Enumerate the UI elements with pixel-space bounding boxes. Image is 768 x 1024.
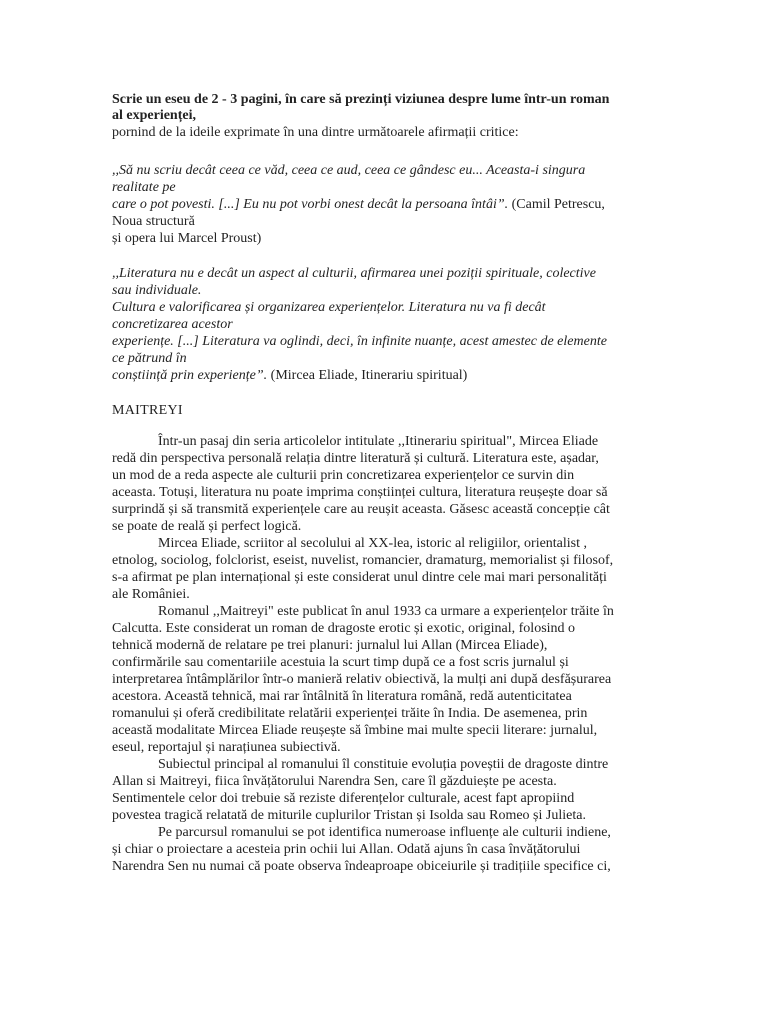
title-line: al experienței, — [112, 108, 196, 123]
paragraph-line: eseul, reportajul și narațiunea subiectivă. — [112, 740, 341, 755]
essay-paragraph — [112, 824, 657, 875]
quote-mircea-eliade — [112, 265, 657, 384]
paragraph-line: s-a afirmat pe plan internațional și este considerat unul dintre cele mai mari personalități — [112, 570, 607, 585]
paragraph-line: Pe parcursul romanului se pot identifica numeroase influențe ale culturii indiene, — [158, 825, 611, 840]
paragraph-line: Narendra Sen nu numai că poate observa îndeaproape obiceiurile și tradițiile specifice ci, — [112, 859, 611, 874]
paragraph-line: Allan si Maitreyi, fiica învățătorului Narendra Sen, care îl găzduiește pe acesta. — [112, 774, 557, 789]
paragraph-line: Într-un pasaj din seria articolelor intitulate ,,Itinerariu spiritual", Mircea Eliade — [158, 434, 599, 449]
paragraph-line: redă din perspectiva personală relația dintre literatură și cultură. Literatura este, așadar, — [112, 451, 599, 466]
paragraph-line: aceasta. Totuși, literatura nu poate imprima conștiinței cultura, literatura reușește doar să — [112, 485, 608, 500]
paragraph-line: acestora. Această tehnică, mai rar întâlnită în literatura română, redă autenticitatea — [112, 689, 572, 704]
quote-line: care o pot povesti. [...] Eu nu pot vorbi onest decât la persoana întâi”. — [112, 197, 509, 212]
title-line: Scrie un eseu de 2 - 3 pagini, în care să prezinți viziunea despre lume într-un roman — [112, 92, 610, 107]
quote-attribution: (Mircea Eliade, Itinerariu spiritual) — [267, 368, 468, 383]
paragraph-line: povestea tragică relatată de miturile cuplurilor Tristan și Isolda sau Romeo și Julieta. — [112, 808, 586, 823]
paragraph-line: se poate de reală și perfect logică. — [112, 519, 302, 534]
paragraph-line: Calcutta. Este considerat un roman de dragoste erotic și exotic, original, folosind o — [112, 621, 576, 636]
paragraph-line: romanului și oferă credibilitate relatării experienței trăite în India. De asemenea, prin — [112, 706, 588, 721]
paragraph-line: tehnică modernă de relatare pe trei planuri: jurnalul lui Allan (Mircea Eliade), — [112, 638, 548, 653]
paragraph-line: această modalitate Mircea Eliade reușește să îmbine mai multe specii literare: jurnalul, — [112, 723, 598, 738]
assignment-title — [112, 92, 657, 124]
essay-paragraph — [112, 433, 657, 535]
paragraph-line: etnolog, sociolog, folclorist, eseist, nuvelist, romancier, dramaturg, memorialist și filosof, — [112, 553, 614, 568]
quote-camil-petrescu — [112, 162, 657, 247]
quote-line: concretizarea acestor — [112, 317, 233, 332]
essay-paragraph — [112, 535, 657, 603]
essay-heading: MAITREYI — [112, 403, 183, 418]
quote-line: realitate pe — [112, 180, 176, 195]
paragraph-line: și chiar o proiectare a acesteia prin ochii lui Allan. Odată ajuns în casa învățătorului — [112, 842, 581, 857]
quote-line: experiențe. [...] Literatura va oglindi, deci, în infinite nuanțe, acest amestec de elemente — [112, 334, 607, 349]
paragraph-line: interpretarea întâmplărilor într-o manieră relativ obiectivă, la mulți ani după desfășurarea — [112, 672, 612, 687]
paragraph-line: un mod de a reda aspecte ale culturii prin concretizarea experiențelor ce survin din — [112, 468, 575, 483]
quote-attribution: și opera lui Marcel Proust) — [112, 231, 262, 246]
essay-paragraph — [112, 756, 657, 824]
paragraph-line: Subiectul principal al romanului îl constituie evoluția poveștii de dragoste dintre — [158, 757, 609, 772]
paragraph-line: surprindă și să transmită experiențele care au reușit aceasta. Găsesc această concepție cât — [112, 502, 610, 517]
essay-body — [112, 433, 657, 875]
paragraph-line: ale României. — [112, 587, 190, 602]
quote-line: ce pătrund în — [112, 351, 187, 366]
essay-paragraph — [112, 603, 657, 756]
quote-line: conștiință prin experiențe”. — [112, 368, 268, 383]
paragraph-line: confirmările sau comentariile acestuia la scurt timp după ce a fost scris jurnalul și — [112, 655, 569, 670]
assignment-subtitle: pornind de la ideile exprimate în una dintre următoarele afirmații critice: — [112, 125, 519, 140]
quote-line: Cultura e valorificarea și organizarea experiențelor. Literatura nu va fi decât — [112, 300, 546, 315]
document-page — [112, 92, 657, 875]
paragraph-line: Mircea Eliade, scriitor al secolului al XX-lea, istoric al religiilor, orientalist , — [158, 536, 588, 551]
quote-line: sau individuale. — [112, 283, 202, 298]
paragraph-line: Sentimentele celor doi trebuie să reziste diferențelor culturale, acest fapt apropiind — [112, 791, 575, 806]
quote-attribution: Noua structură — [112, 214, 195, 229]
quote-line: ,,Să nu scriu decât ceea ce văd, ceea ce aud, ceea ce gândesc eu... Aceasta-i singura — [112, 163, 586, 178]
paragraph-line: Romanul ,,Maitreyi" este publicat în anul 1933 ca urmare a experiențelor trăite în — [158, 604, 614, 619]
quote-attribution: (Camil Petrescu, — [508, 197, 605, 212]
quote-line: ,,Literatura nu e decât un aspect al culturii, afirmarea unei poziții spirituale, colective — [112, 266, 596, 281]
